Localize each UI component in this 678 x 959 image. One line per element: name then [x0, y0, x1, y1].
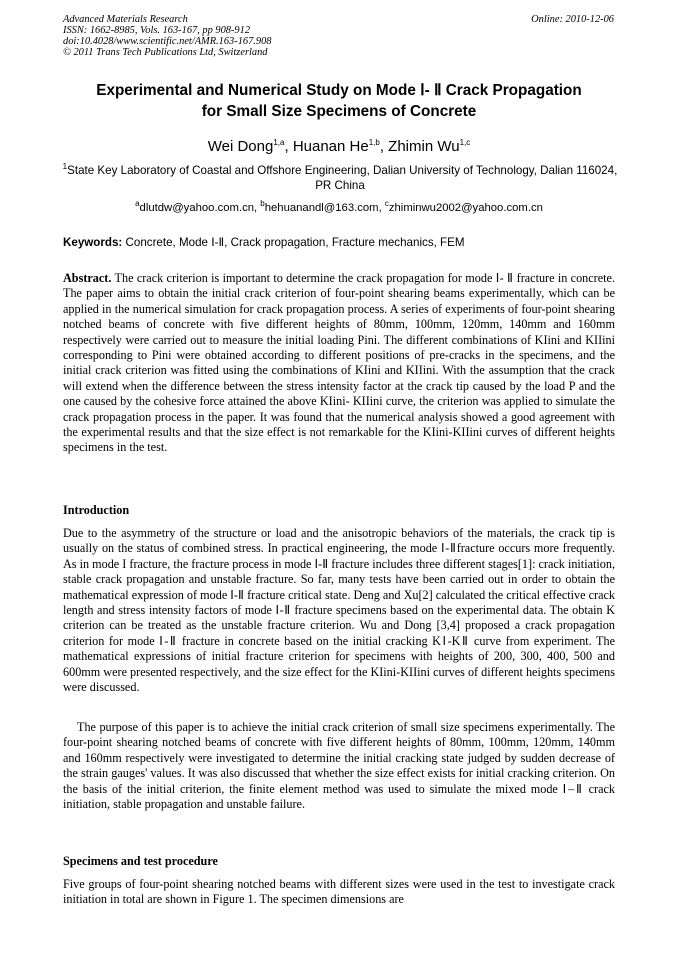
email-mark: a	[135, 199, 140, 209]
email-address[interactable]: dlutdw@yahoo.com.cn	[139, 202, 254, 214]
author-name: Wei Dong	[207, 138, 274, 155]
journal-issn: ISSN: 1662-8985, Vols. 163-167, pp 908-912	[63, 25, 251, 36]
paper-title	[40, 80, 638, 122]
journal-copyright: © 2011 Trans Tech Publications Ltd, Switzerland	[63, 47, 268, 58]
email-sep: ,	[254, 202, 261, 214]
email-address[interactable]: hehuanandl@163.com	[264, 202, 379, 214]
email-address[interactable]: zhiminwu2002@yahoo.com.cn	[388, 202, 543, 214]
affiliation-mark: 1	[62, 162, 68, 172]
author-affil-mark: 1,b	[368, 138, 380, 147]
keywords	[63, 235, 615, 250]
author-name: Huanan He	[292, 138, 369, 155]
title-line-2: for Small Size Specimens of Concrete	[201, 103, 477, 120]
author-list	[40, 138, 638, 156]
abstract	[63, 271, 615, 456]
specimens-heading: Specimens and test procedure	[63, 854, 218, 868]
keywords-text: Concrete, Mode Ⅰ-Ⅱ, Crack propagation, Fracture mechanics, FEM	[122, 236, 465, 249]
author-sep: ,	[379, 138, 389, 155]
affiliation	[60, 163, 620, 193]
introduction-paragraph-2: The purpose of this paper is to achieve the initial crack criterion of small size specimens experimentally. The four-point shearing notched beams of concrete with five different heights of 80mm, 100mm, 120mm, 140mm and 160mm respectively were investigated to determine the initial cracking state judged by sudden decrease of the strain gauges' values. It was also discussed that whether the size effect exists for initial cracking criterion. On the basis of the initial criterion, the finite element method was used to simulate the mixed mode Ⅰ–Ⅱ crack initiation, stable propagation and unstable failure.	[63, 720, 615, 812]
title-line-1: Experimental and Numerical Study on Mode Ⅰ- Ⅱ Crack Propagation	[96, 82, 582, 99]
journal-doi: doi:10.4028/www.scientific.net/AMR.163-167.908	[63, 36, 272, 47]
abstract-label: Abstract.	[63, 271, 112, 285]
email-mark: c	[384, 199, 389, 209]
author-sep: ,	[284, 138, 293, 155]
email-list	[40, 201, 638, 216]
author-affil-mark: 1,c	[459, 138, 471, 147]
introduction-paragraph-1: Due to the asymmetry of the structure or load and the anisotropic behaviors of the materials, the crack tip is usually on the status of combined stress. In practical engineering, the mode Ⅰ-Ⅱfracture occurs more frequently. As in mode I fracture, the fracture process in mode Ⅰ-Ⅱ fracture includes three different stages[1]: crack initiation, stable crack propagation and unstable fracture. So far, many tests have been carried out in order to obtain the mathematical expression of mode Ⅰ-Ⅱ fracture critical state. Deng and Xu[2] calculated the critical effective crack length and stress intensity factors of mode Ⅰ-Ⅱ fracture specimens based on the experimental data. The obtain K criterion can be treated as the unstable fracture criterion. Wu and Dong [3,4] proposed a crack propagation criterion for mode Ⅰ-Ⅱ fracture in concrete based on the initial cracking KⅠ-KⅡ curve from experiment. The mathematical expressions of initial fracture criterion for specimens with heights of 200, 300, 400, 500 and 600mm were presented respectively, and the size effect for the KIini-KIIini curves of different heights specimens were discussed.	[63, 526, 615, 695]
author-name: Zhimin Wu	[388, 138, 460, 155]
email-mark: b	[260, 199, 265, 209]
abstract-text: The crack criterion is important to determine the crack propagation for mode Ⅰ- Ⅱ fracture in concrete. The paper aims to obtain the initial crack criterion of four-point shearing beams experimentally, which can be applied in the numerical simulation for crack propagation process. A series of experiments of four-point shearing notched beams of concrete with five different heights of 80mm, 100mm, 120mm, 140mm and 160mm respectively were carried out to measure the initial loading Pini. The different combinations of KIini and KIIini corresponding to Pini were obtained according to different positions of pre-cracks in the specimens, and the initial crack criterion was fitted using the combinations of KIini and KIIini. With the assumption that the crack will extend when the difference between the stress intensity factor at the crack tip caused by the load P and the one caused by the cohesive force attained the above KIini- KIIini curve, the criterion was applied to simulate the crack propagation process in the paper. It was found that the numerical analysis showed a good agreement with the experimental results and that the size effect is not remarkable for the KIini-KIIini curves of different heights specimens in the test.	[63, 271, 615, 455]
keywords-label: Keywords:	[63, 236, 123, 249]
specimens-paragraph-1: Five groups of four-point shearing notched beams with different sizes were used in the test to investigate crack initiation in total are shown in Figure 1. The specimen dimensions are	[63, 877, 615, 907]
introduction-heading: Introduction	[63, 503, 130, 517]
journal-header	[63, 14, 271, 58]
email-sep: ,	[378, 202, 385, 214]
journal-name: Advanced Materials Research	[63, 14, 188, 25]
affiliation-text: State Key Laboratory of Coastal and Offshore Engineering, Dalian University of Technology, Dalian 116024, PR China	[67, 164, 618, 192]
online-date: Online: 2010-12-06	[531, 14, 614, 25]
author-affil-mark: 1,a	[273, 138, 285, 147]
